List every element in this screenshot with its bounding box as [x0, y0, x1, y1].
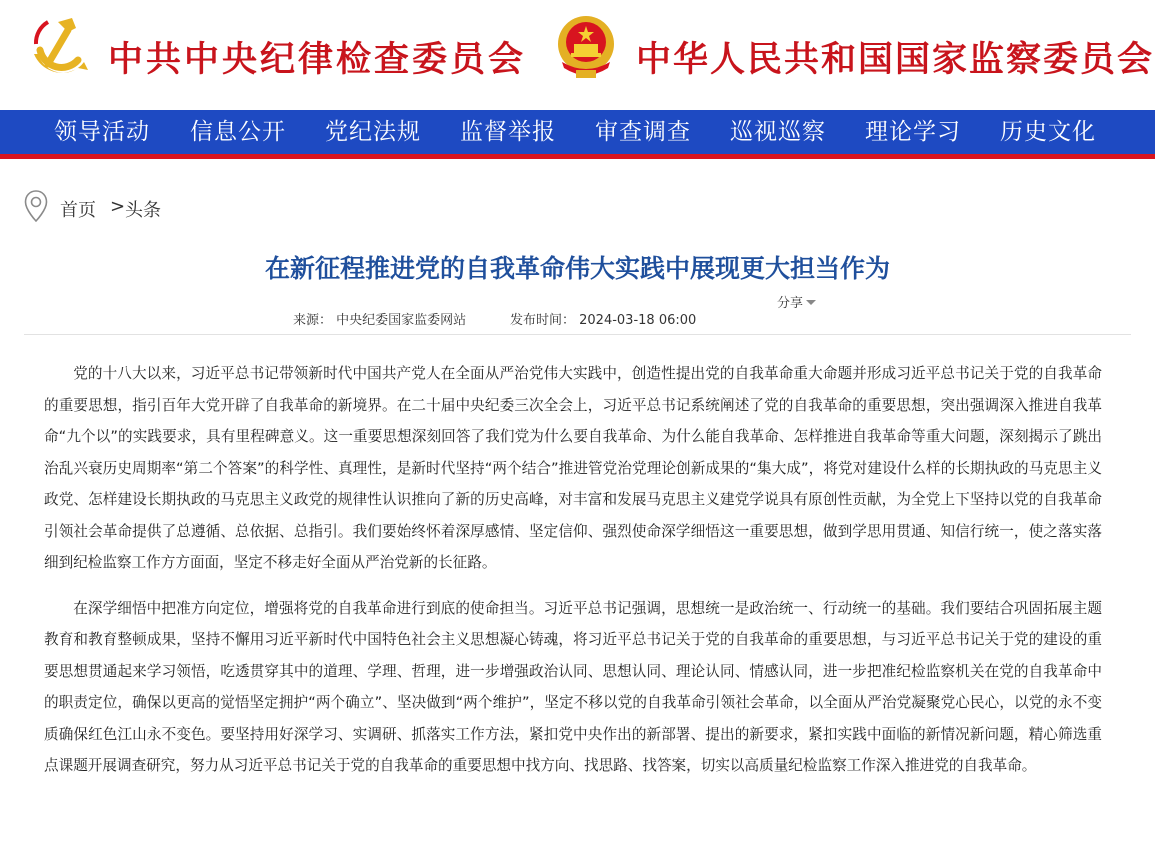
site-header — [0, 0, 1155, 110]
hammer-sickle-emblem-icon — [28, 14, 94, 80]
caret-down-icon — [806, 300, 816, 305]
national-emblem-icon — [552, 12, 620, 82]
nav-item-history[interactable]: 历史文化 — [1000, 119, 1096, 145]
nav-item-leadership[interactable]: 领导活动 — [54, 119, 150, 145]
breadcrumb-separator: > — [110, 196, 126, 217]
article-publish-time: 发布时间： 2024-03-18 06:00 — [510, 313, 697, 328]
nav-item-report[interactable]: 监督举报 — [460, 119, 556, 145]
nav-item-investigation[interactable]: 审查调查 — [595, 119, 691, 145]
nav-item-info-disclosure[interactable]: 信息公开 — [190, 119, 286, 145]
article-paragraph: 在深学细悟中把准方向定位，增强将党的自我革命进行到底的使命担当。习近平总书记强调，思想统一是政治统一、行动统一的基础。我们要结合巩固拓展主题教育和教育整顿成果，坚持不懈用习近平新时代中国特色社会主义思想凝心铸魂，将习近平总书记关于党的自我革命的重要思想，与习近平总书记关于党的建设的重要思想贯通起来学习领悟，吃透贯穿其中的道理、学理、哲理，进一步增强政治认同、思想认同、理论认同、情感认同，进一步把准纪检监察机关在党的自我革命中的职责定位，确保以更高的觉悟坚定拥护“两个确立”、坚决做到“两个维护”，坚定不移以党的自我革命引领社会革命，以全面从严治党凝聚党心民心，以党的永不变质确保红色江山永不变色。要坚持用好深学习、实调研、抓落实工作方法，紧扣党中央作出的新部署、提出的新要求，紧扣实践中面临的新情况新问题，精心筛选重点课题开展调查研究，努力从习近平总书记关于党的自我革命的重要思想中找方向、找思路、找答案，切实以高质量纪检监察工作深入推进党的自我革命。 — [44, 599, 1102, 774]
article-source: 来源： 中央纪委国家监委网站 — [293, 313, 467, 328]
article-title: 在新征程推进党的自我革命伟大实践中展现更大担当作为 — [264, 254, 890, 283]
breadcrumb-home-link[interactable]: 首页 — [60, 200, 96, 221]
site-brand-right[interactable]: 中华人民共和国国家监察委员会 — [636, 39, 1155, 80]
share-button[interactable] — [777, 292, 816, 311]
nav-item-regulations[interactable]: 党纪法规 — [325, 119, 421, 145]
main-nav — [0, 110, 1155, 159]
nav-item-inspection[interactable]: 巡视巡察 — [730, 119, 826, 145]
breadcrumb-current-link[interactable]: 头条 — [125, 200, 161, 221]
share-label: 分享 — [777, 296, 804, 311]
article-body — [44, 358, 1102, 796]
nav-item-theory[interactable]: 理论学习 — [865, 119, 961, 145]
site-brand-left[interactable]: 中共中央纪律检查委员会 — [108, 39, 527, 80]
article-paragraph: 党的十八大以来，习近平总书记带领新时代中国共产党人在全面从严治党伟大实践中，创造性提出党的自我革命重大命题并形成习近平总书记关于党的自我革命的重要思想，指引百年大党开辟了自我革命的新境界。在二十届中央纪委三次全会上，习近平总书记系统阐述了党的自我革命的重要思想，突出强调深入推进自我革命“九个以”的实践要求，具有里程碑意义。这一重要思想深刻回答了我们党为什么要自我革命、为什么能自我革命、怎样推进自我革命等重大问题，深刻揭示了跳出治乱兴衰历史周期率“第二个答案”的科学性、真理性，是新时代坚持“两个结合”推进管党治党理论创新成果的“集大成”，将党对建设什么样的长期执政的马克思主义政党、怎样建设长期执政的马克思主义政党的规律性认识推向了新的历史高峰，对丰富和发展马克思主义建党学说具有原创性贡献，为全党上下坚持以党的自我革命引领社会革命提供了总遵循、总依据、总指引。我们要始终怀着深厚感情、坚定信仰、强烈使命深学细悟这一重要思想，做到学思用贯通、知信行统一，使之落实落细到纪检监察工作方方面面，坚定不移走好全面从严治党新的长征路。 — [44, 365, 1102, 571]
location-pin-icon — [24, 190, 48, 222]
divider — [24, 334, 1131, 335]
